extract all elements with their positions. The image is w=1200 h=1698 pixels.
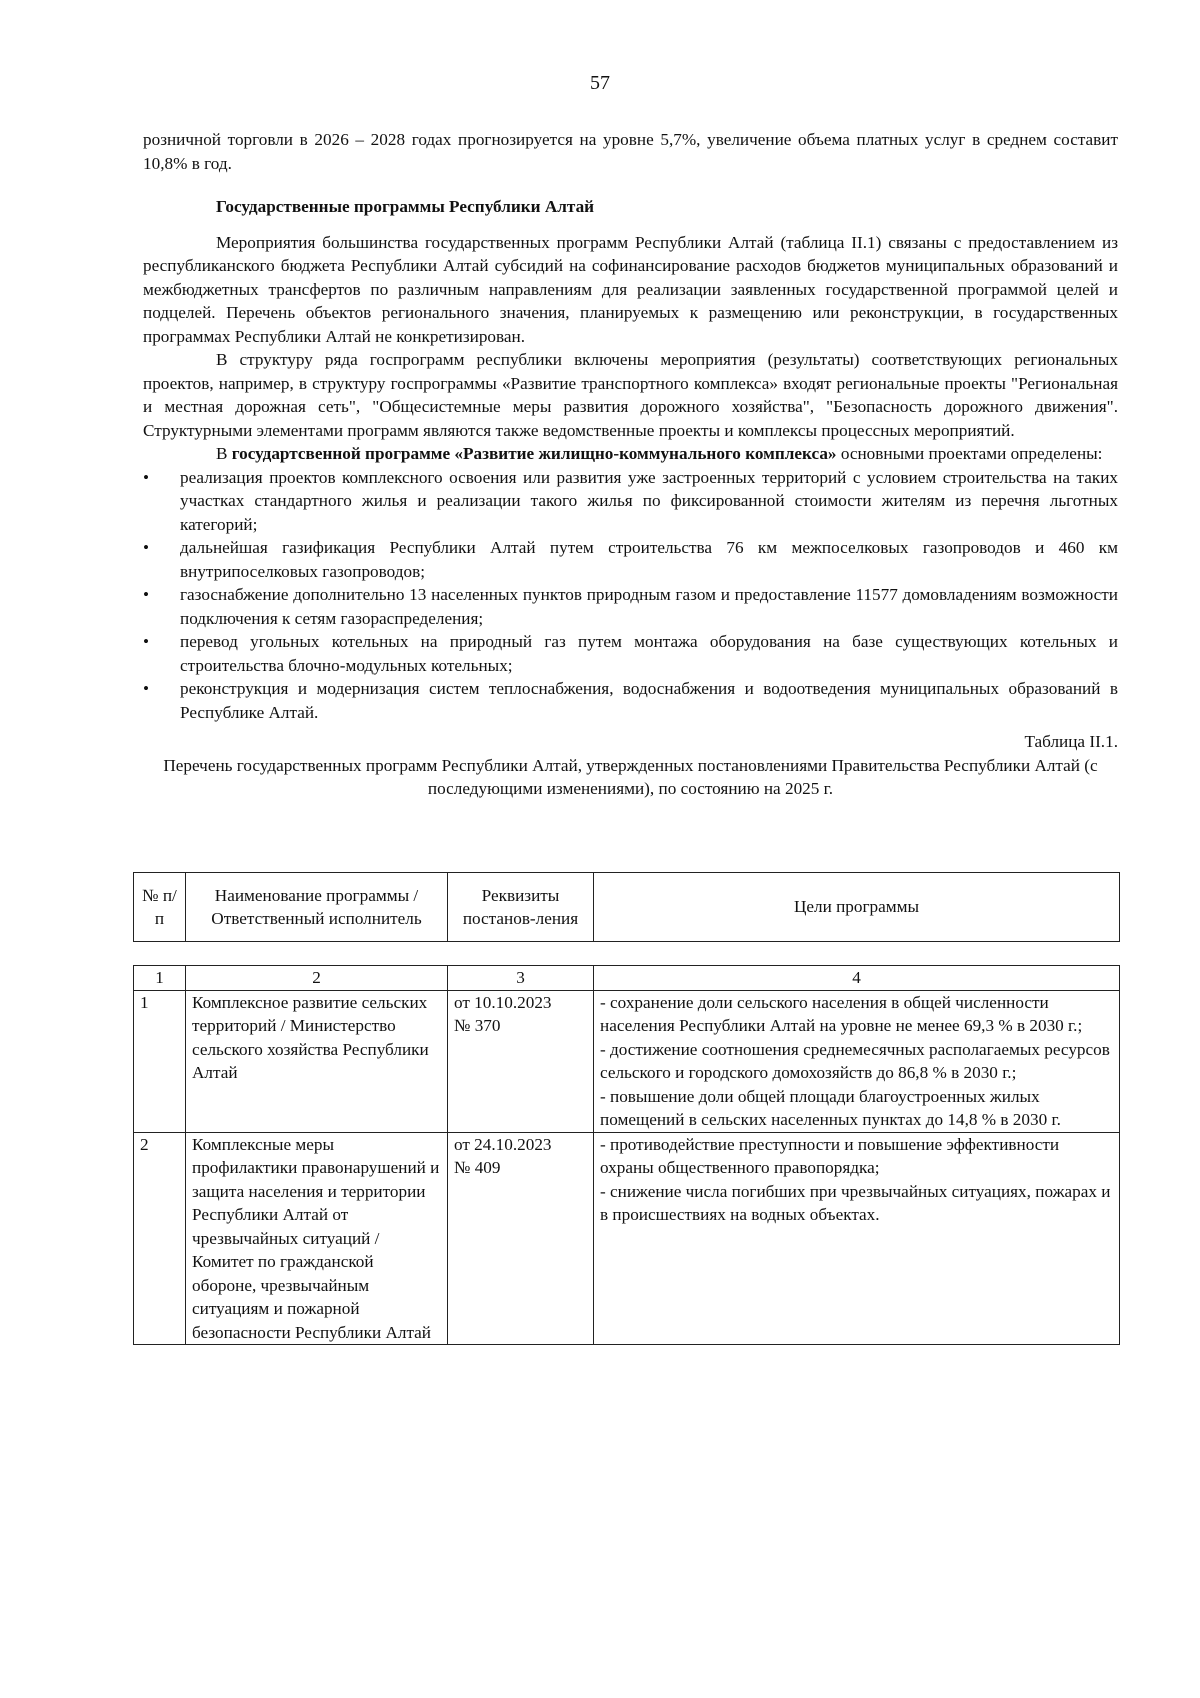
table-row (134, 1132, 1120, 1345)
list-item: • реконструкция и модернизация систем теплоснабжения, водоснабжения и водоотведения муниципальных образований в Республике Алтай. (143, 677, 1118, 724)
table-row (134, 990, 1120, 1132)
requisites-number: № 409 (454, 1158, 501, 1177)
paragraph-3-bold: государтсвенной программе «Развитие жилищно-коммунального комплекса» (231, 444, 837, 463)
header-cell-name: Наименование программы / Ответственный исполнитель (186, 873, 448, 942)
header-cell-goals: Цели программы (594, 873, 1120, 942)
column-number: 2 (186, 966, 448, 991)
paragraph-3-suffix: основными проектами определены: (836, 444, 1103, 463)
programs-table (133, 965, 1120, 1345)
row-number: 2 (134, 1132, 186, 1345)
paragraph-3-prefix: В (216, 444, 232, 463)
header-cell-number: № п/п (134, 873, 186, 942)
requisites-date: от 10.10.2023 (454, 992, 552, 1012)
requisites-date: от 24.10.2023 (454, 1134, 552, 1154)
paragraph-3 (143, 442, 1118, 466)
paragraph-2: В структуру ряда госпрограмм республики включены мероприятия (результаты) соответствующих региональных проектов, например, в структуру госпрограммы «Развитие транспортного комплекса» входят региональные проекты "Региональная и местная дорожная сеть", "Общесистемные меры развития дорожного хозяйства", "Безопасность дорожного движения". Структурными элементами программ являются также ведомственные проекты и комплексы процессных мероприятий. (143, 350, 1118, 440)
column-number: 1 (134, 966, 186, 991)
goal-item: - достижение соотношения среднемесячных располагаемых ресурсов сельского и городского домохозяйств до 86,8 % в 2030 г.; (600, 1039, 1110, 1082)
list-item: • реализация проектов комплексного освоения или развития уже застроенных территорий с условием строительства на таких участках стандартного жилья и реализации такого жилья по фиксированной стоимости жителям из перечня льготных категорий; (143, 466, 1118, 537)
column-number: 4 (594, 966, 1120, 991)
requisites-number: № 370 (454, 1016, 501, 1035)
intro-paragraph: розничной торговли в 2026 – 2028 годах прогнозируется на уровне 5,7%, увеличение объема платных услуг в среднем составит 10,8% в год. (143, 130, 1118, 173)
goal-item: - повышение доли общей площади благоустроенных жилых помещений в сельских населенных пунктах до 14,8 % в 2030 г. (600, 1086, 1061, 1129)
program-goals (594, 990, 1120, 1132)
goal-item: - сохранение доли сельского населения в общей численности населения Республики Алтай на уровне не менее 69,3 % в 2030 г.; (600, 992, 1083, 1035)
column-number: 3 (448, 966, 594, 991)
list-item: • газоснабжение дополнительно 13 населенных пунктов природным газом и предоставление 11577 домовладениям возможности подключения к сетям газораспределения; (143, 583, 1118, 630)
table-title: Перечень государственных программ Республики Алтай, утвержденных постановлениями Правительства Республики Алтай (с последующими изменениями), по состоянию на 2025 г. (163, 755, 1098, 798)
paragraph-1: Мероприятия большинства государственных программ Республики Алтай (таблица II.1) связаны с предоставлением из республиканского бюджета Республики Алтай субсидий на софинансирование расходов бюджетов муниципальных образований и межбюджетных трансфертов по различным направлениям для реализации заявленных государственной программой целей и подцелей. Перечень объектов регионального значения, планируемых к размещению или реконструкции, в государственных программах Республики Алтай не конкретизирован. (143, 232, 1118, 346)
goal-item: - противодействие преступности и повышение эффективности охраны общественного правопорядка; (600, 1134, 1060, 1177)
list-item: • дальнейшая газификация Республики Алтай путем строительства 76 км межпоселковых газопроводов и 460 км внутрипоселковых газопроводов; (143, 536, 1118, 583)
section-title: Государственные программы Республики Алтай (216, 197, 595, 216)
table-label: Таблица II.1. (1024, 732, 1118, 751)
program-goals (594, 1132, 1120, 1345)
goal-item: - снижение числа погибших при чрезвычайных ситуациях, пожарах и в происшествиях на водных объектах. (600, 1181, 1111, 1224)
table-header (133, 872, 1120, 942)
program-requisites (448, 1132, 594, 1345)
document-body (143, 128, 1118, 801)
program-name: Комплексные меры профилактики правонарушений и защита населения и территории Республики Алтай от чрезвычайных ситуаций / Комитет по гражданской обороне, чрезвычайным ситуациям и пожарной безопасности Республики Алтай (186, 1132, 448, 1345)
row-number: 1 (134, 990, 186, 1132)
program-name: Комплексное развитие сельских территорий / Министерство сельского хозяйства Республики Алтай (186, 990, 448, 1132)
table-column-numbers (134, 966, 1120, 991)
bullet-list (143, 466, 1118, 725)
header-cell-requisites: Реквизиты постанов-ления (448, 873, 594, 942)
page-number: 57 (590, 72, 610, 94)
program-requisites (448, 990, 594, 1132)
list-item: • перевод угольных котельных на природный газ путем монтажа оборудования на базе существующих котельных и строительства блочно-модульных котельных; (143, 630, 1118, 677)
